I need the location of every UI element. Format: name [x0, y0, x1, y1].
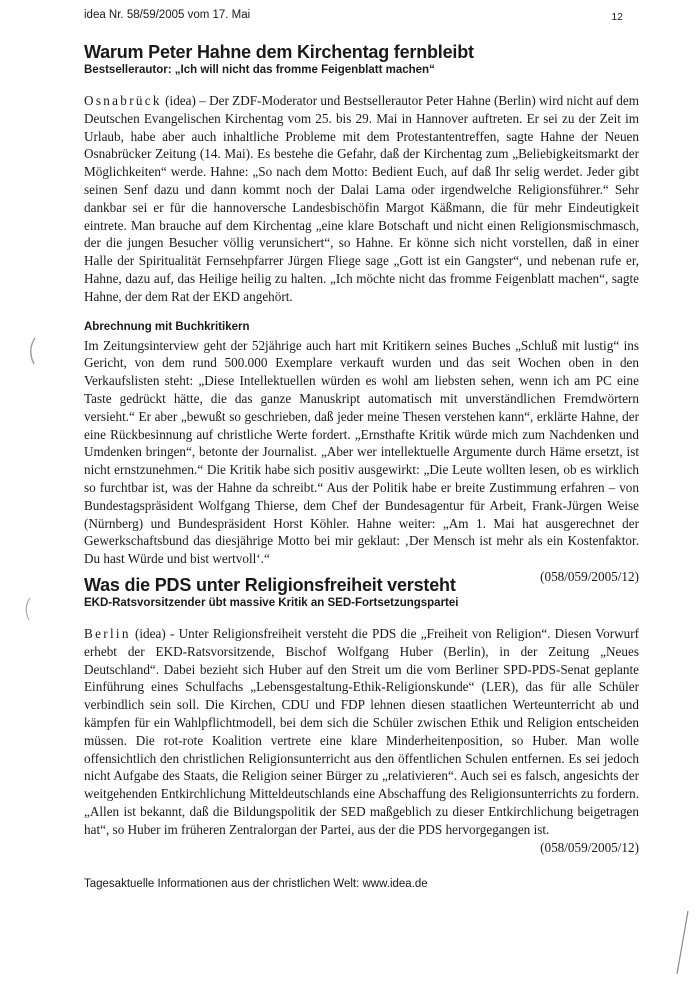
- page-footer: Tagesaktuelle Informationen aus der christlichen Welt: www.idea.de: [84, 878, 428, 890]
- article-title: Was die PDS unter Religionsfreiheit versteht: [84, 575, 456, 595]
- issue-header: idea Nr. 58/59/2005 vom 17. Mai: [84, 9, 251, 21]
- dateline: Osnabrück: [84, 93, 162, 108]
- scan-mark: [24, 336, 38, 366]
- article-reference: (058/059/2005/12): [540, 839, 639, 855]
- paragraph-text: (idea) – Der ZDF-Moderator und Bestsellerautor Peter Hahne (Berlin) wird nicht auf dem Deutschen Evangelischen Kirchentag vom 25. bis 29. Mai in Hannover auftreten. Er sei zu der Zeit im Urlaub, habe aber auch inhaltliche Probleme mit dem Protestantentreffen, sagte Hahne der Neuen Osnabrücker Zeitung (14. Mai). Es bestehe die Gefahr, daß der Kirchentag zum „Beliebigkeitsmarkt der Möglichkeiten“ werde. Hahne: „So nach dem Motto: Bedient Euch, auf daß Ihr selig werdet. Jeder gibt seinen Senf dazu und dann kommt noch der Dalai Lama oder irgendwelche Religionsführer.“ Sehr dankbar sei er für die hannoversche Landesbischöfin Margot Käßmann, die für mehr Eindeutigkeit eintrete. Man brauche auf dem Kirchentag „eine klare Botschaft und nicht einen Religionsmischmasch, der die jungen Besucher völlig verunsichert“, so Hahne. Er könne sich nicht vorstellen, daß in einer Halle der Spiritualität Fernsehpfarrer Jürgen Fliege sage „Gott ist ein Gangster“, und nebenan rufe er, Hahne, dazu auf, das Heilige heilig zu halten. „Ich möchte nicht das fromme Feigenblatt machen“, sagte Hahne, der dem Rat der EKD angehört.: [84, 93, 640, 304]
- article-subtitle: Bestsellerautor: „Ich will nicht das fromme Feigenblatt machen“: [84, 64, 435, 76]
- article-pds: [84, 575, 639, 856]
- article-paragraph: [84, 92, 639, 306]
- dateline: Berlin: [84, 626, 131, 641]
- page-number: 12: [611, 11, 623, 23]
- scan-mark: [672, 908, 692, 978]
- article-title: Warum Peter Hahne dem Kirchentag fernbleibt: [84, 42, 474, 62]
- article-paragraph: Im Zeitungsinterview geht der 52jährige auch hart mit Kritikern seines Buches „Schluß mit lustig“ ins Gericht, von dem rund 500.000 Exemplare verkauft wurden und das seit Wochen oben in den Verkaufslisten steht: „Diese Intellektuellen würden es wohl am liebsten sehen, wenn ich am PC eine Taste gedrückt hätte, die das ganze Manuskript automatisch mit unverständlichen Fremdwörtern versieht.“ Er aber „bewußt so geschrieben, daß jeder meine Thesen verstehen kann“, erklärte Hahne, der eine Rückbesinnung auf christliche Werte fordert. „Ernsthafte Kritik würde mich zum Nachdenken und Umdenken bringen“, betonte der Journalist. „Aber wer intellektuelle Argumente durch Häme ersetzt, ist nicht ernstzunehmen.“ Die Kritik habe sich positiv ausgewirkt: „Die Leute wollten lesen, ob es wirklich so furchtbar ist, was der Hahne da schreibt.“ Aus der Politik habe er breite Zustimmung erfahren – von Bundestagspräsident Wolfgang Thierse, dem Chef der Bundesagentur für Arbeit, Frank-Jürgen Weise (Nürnberg) und Bundespräsident Horst Köhler. Hahne weiter: „Am 1. Mai hat ausgerechnet der Gewerkschaftsbund das diesjährige Motto bei mir geklaut: ‚Der Mensch ist mehr als ein Kostenfaktor. Du hast Würde und bist wertvoll‘.“: [84, 337, 639, 567]
- article-paragraph: [84, 625, 639, 839]
- paragraph-text: (idea) - Unter Religionsfreiheit versteht die PDS die „Freiheit von Religion“. Diesen Vorwurf erhebt der EKD-Ratsvorsitzende, Bischof Wolfgang Huber (Berlin), in der Zeitung „Neues Deutschland“. Dabei bezieht sich Huber auf den Streit um die vom Berliner SPD-PDS-Senat geplante Einführung eines Schulfachs „Lebensgestaltung-Ethik-Religionskunde“ (LER), das für alle Schüler verbindlich sein soll. Die Kirchen, CDU und FDP lehnen diesen staatlichen Werteunterricht ab und kämpfen für ein Wahlpflichtmodell, bei dem sich die Schüler zwischen Ethik und Religion entscheiden müssen. Die rot-rote Koalition vertrete eine klare Minderheitenposition, so Huber. Man wolle offensichtlich den christlichen Religionsunterricht aus den öffentlichen Schulen entfernen. Es sei jedoch nicht Aufgabe des Staats, die Religion seiner Bürger zu „relativieren“. Auch sei es falsch, angesichts der weitgehenden Entkirchlichung Mitteldeutschlands eine Abschaffung des Religionsunterrichts zu fordern. „Allen ist bekannt, daß die Bildungspolitik der SED maßgeblich zu dieser Entkirchlichung beigetragen hat“, so Huber im früheren Zentralorgan der Partei, aus der die PDS hervorgegangen ist.: [84, 626, 639, 837]
- section-subheading: Abrechnung mit Buchkritikern: [84, 320, 250, 333]
- article-reference: (058/059/2005/12): [540, 568, 639, 584]
- article-hahne: [84, 42, 639, 586]
- scan-mark: [20, 596, 34, 622]
- article-subtitle: EKD-Ratsvorsitzender übt massive Kritik an SED-Fortsetzungspartei: [84, 597, 459, 609]
